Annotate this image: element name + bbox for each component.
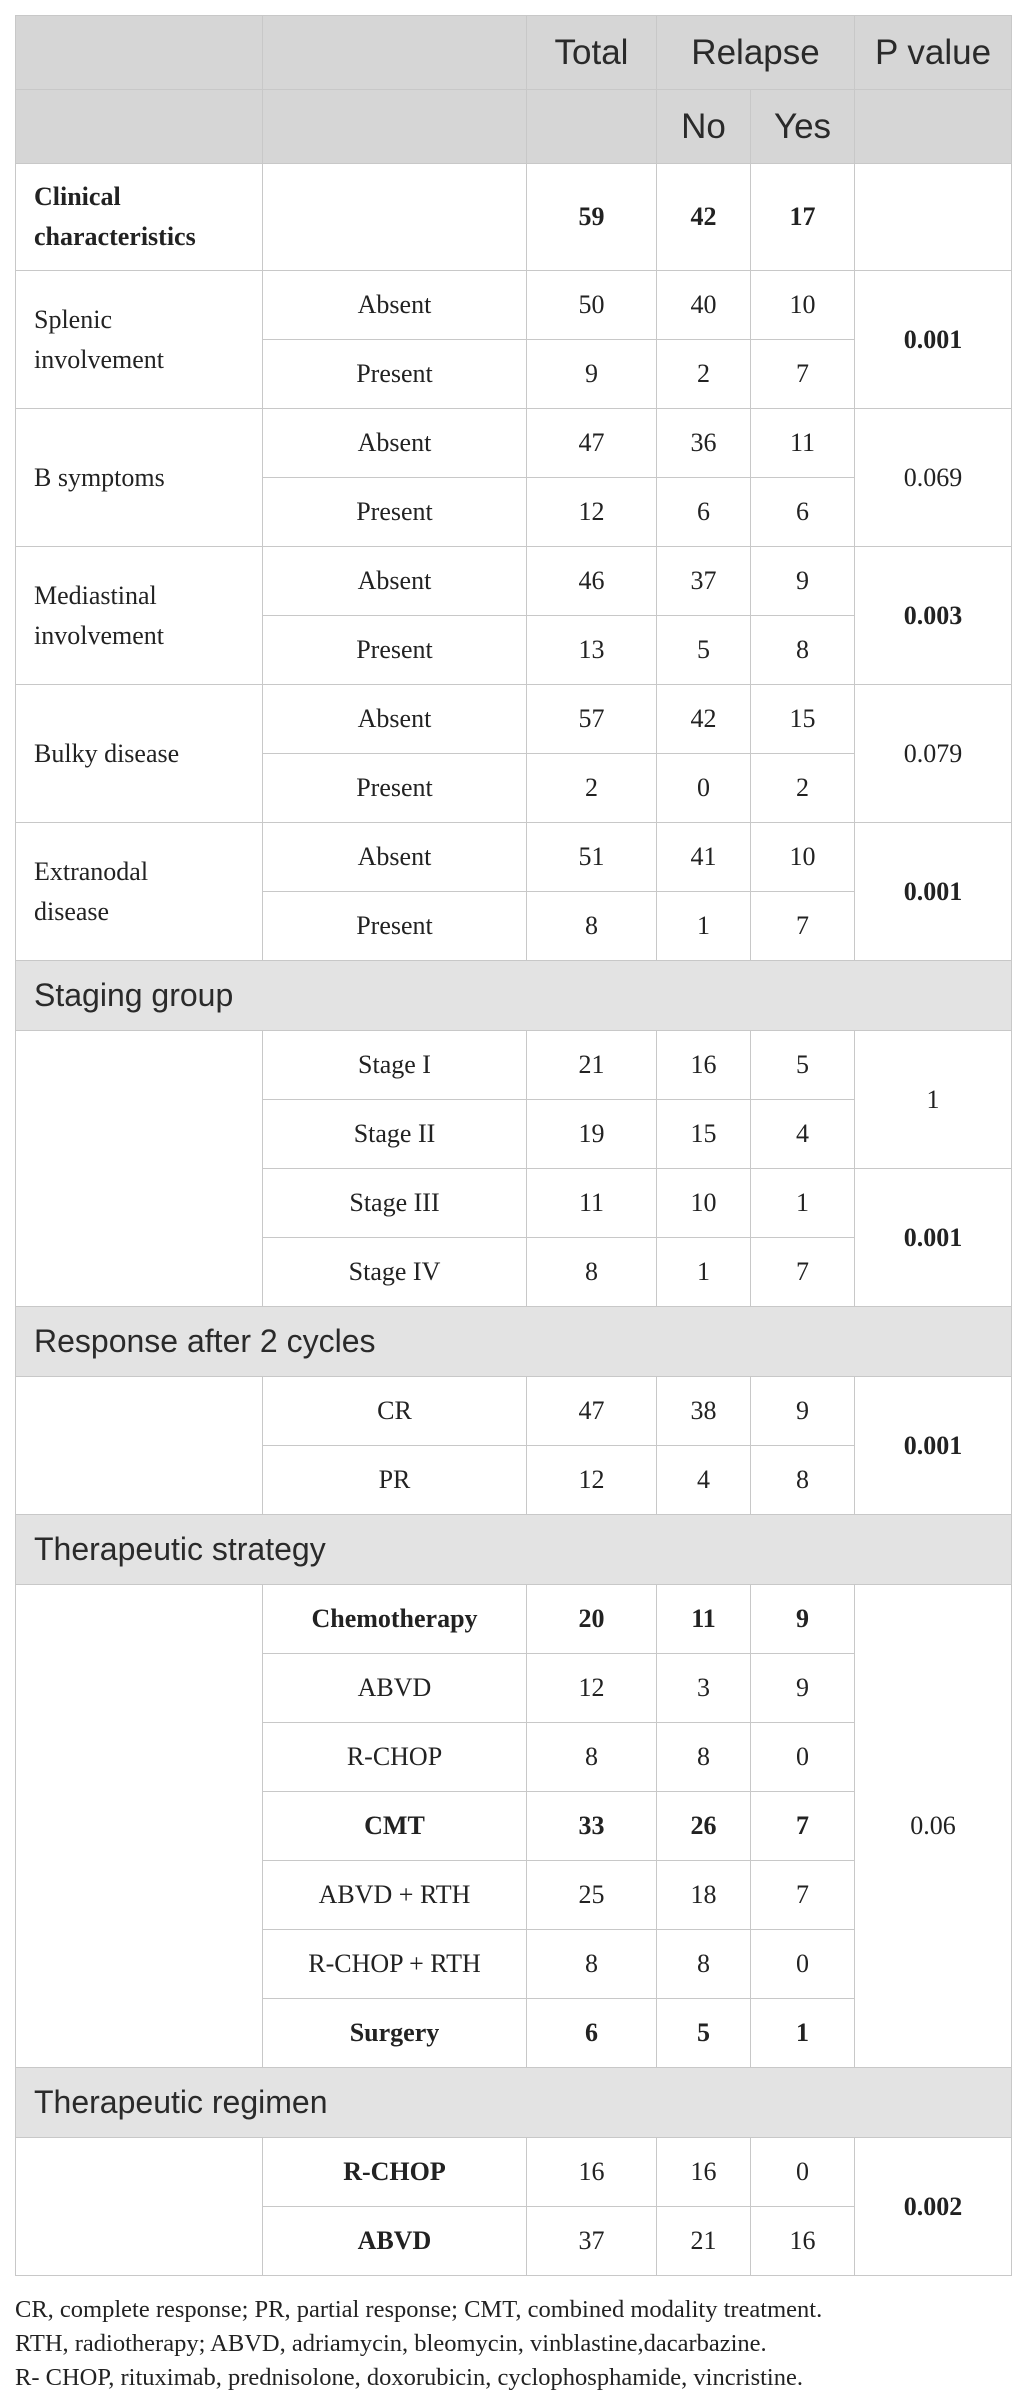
row-no: 8: [657, 1723, 751, 1792]
header-relapse: Relapse: [657, 16, 855, 90]
row-total: 9: [527, 340, 657, 409]
row-no: 4: [657, 1446, 751, 1515]
row-yes: 7: [751, 892, 855, 961]
regimen-p-value: 0.002: [855, 2138, 1012, 2276]
header-empty-5: [527, 90, 657, 164]
strategy-section-row: [16, 1515, 1012, 1585]
row-no: 36: [657, 409, 751, 478]
row-no: 8: [657, 1930, 751, 1999]
row-sub: R-CHOP: [263, 1723, 527, 1792]
row-sub: ABVD + RTH: [263, 1861, 527, 1930]
regimen-section-row: [16, 2068, 1012, 2138]
clinical-row: [16, 164, 1012, 271]
results-table-container: [15, 15, 1011, 2276]
row-total: 25: [527, 1861, 657, 1930]
regimen-label-empty: [16, 2138, 263, 2276]
row-total: 12: [527, 1654, 657, 1723]
row-no: 11: [657, 1585, 751, 1654]
row-sub: Stage I: [263, 1031, 527, 1100]
clinical-total: 59: [527, 164, 657, 271]
header-no: No: [657, 90, 751, 164]
row-yes: 7: [751, 340, 855, 409]
row-yes: 16: [751, 2207, 855, 2276]
row-no: 2: [657, 340, 751, 409]
row-yes: 7: [751, 1792, 855, 1861]
row-no: 41: [657, 823, 751, 892]
strategy-label-empty: [16, 1585, 263, 2068]
table-row: [16, 685, 1012, 754]
row-total: 50: [527, 271, 657, 340]
clinical-p-empty: [855, 164, 1012, 271]
clinical-empty: [263, 164, 527, 271]
table-footnotes: [15, 2293, 1015, 2395]
row-total: 8: [527, 1930, 657, 1999]
row-sub: Present: [263, 754, 527, 823]
row-sub: Absent: [263, 409, 527, 478]
row-sub: Stage IV: [263, 1238, 527, 1307]
row-sub: Present: [263, 340, 527, 409]
row-sub: ABVD: [263, 1654, 527, 1723]
row-sub: CR: [263, 1377, 527, 1446]
row-no: 40: [657, 271, 751, 340]
table-row: [16, 823, 1012, 892]
regimen-section-title: Therapeutic regimen: [16, 2068, 1012, 2138]
row-yes: 4: [751, 1100, 855, 1169]
table-row: [16, 1031, 1012, 1100]
row-yes: 15: [751, 685, 855, 754]
extranodal-label-line2: disease: [34, 896, 110, 926]
clinical-label: [16, 164, 263, 271]
staging-late-p-value: 0.001: [855, 1169, 1012, 1307]
table-row: [16, 547, 1012, 616]
row-no: 26: [657, 1792, 751, 1861]
row-total: 47: [527, 1377, 657, 1446]
row-sub: Present: [263, 478, 527, 547]
row-total: 19: [527, 1100, 657, 1169]
row-sub: Absent: [263, 547, 527, 616]
b-symptoms-label: B symptoms: [16, 409, 263, 547]
row-total: 46: [527, 547, 657, 616]
row-no: 5: [657, 1999, 751, 2068]
splenic-p-value: 0.001: [855, 271, 1012, 409]
row-yes: 8: [751, 1446, 855, 1515]
row-sub: CMT: [263, 1792, 527, 1861]
row-no: 21: [657, 2207, 751, 2276]
row-sub: ABVD: [263, 2207, 527, 2276]
response-p-value: 0.001: [855, 1377, 1012, 1515]
table-row: [16, 2138, 1012, 2207]
row-sub: Absent: [263, 685, 527, 754]
row-total: 11: [527, 1169, 657, 1238]
row-no: 3: [657, 1654, 751, 1723]
row-sub: Surgery: [263, 1999, 527, 2068]
row-no: 37: [657, 547, 751, 616]
header-row-2: [16, 90, 1012, 164]
row-yes: 0: [751, 1930, 855, 1999]
table-row: [16, 1377, 1012, 1446]
row-sub: PR: [263, 1446, 527, 1515]
header-empty-6: [855, 90, 1012, 164]
table-row: [16, 271, 1012, 340]
row-no: 38: [657, 1377, 751, 1446]
row-no: 1: [657, 1238, 751, 1307]
row-no: 16: [657, 1031, 751, 1100]
mediastinal-label-line2: involvement: [34, 620, 164, 650]
row-sub: Stage II: [263, 1100, 527, 1169]
staging-section-row: [16, 961, 1012, 1031]
row-yes: 1: [751, 1169, 855, 1238]
row-total: 6: [527, 1999, 657, 2068]
row-no: 42: [657, 685, 751, 754]
row-no: 18: [657, 1861, 751, 1930]
response-label-empty: [16, 1377, 263, 1515]
row-no: 6: [657, 478, 751, 547]
row-yes: 0: [751, 2138, 855, 2207]
header-total: Total: [527, 16, 657, 90]
response-section-row: [16, 1307, 1012, 1377]
response-section-title: Response after 2 cycles: [16, 1307, 1012, 1377]
row-no: 16: [657, 2138, 751, 2207]
row-total: 51: [527, 823, 657, 892]
table-row: [16, 1585, 1012, 1654]
strategy-section-title: Therapeutic strategy: [16, 1515, 1012, 1585]
splenic-label-line2: involvement: [34, 344, 164, 374]
extranodal-label-line1: Extranodal: [34, 856, 149, 886]
row-total: 47: [527, 409, 657, 478]
row-yes: 10: [751, 271, 855, 340]
row-yes: 9: [751, 1654, 855, 1723]
row-total: 37: [527, 2207, 657, 2276]
row-total: 21: [527, 1031, 657, 1100]
row-total: 57: [527, 685, 657, 754]
row-total: 20: [527, 1585, 657, 1654]
row-sub: Absent: [263, 271, 527, 340]
header-row-1: [16, 16, 1012, 90]
row-no: 0: [657, 754, 751, 823]
header-empty-2: [263, 16, 527, 90]
row-yes: 9: [751, 1585, 855, 1654]
mediastinal-p-value: 0.003: [855, 547, 1012, 685]
row-sub: Absent: [263, 823, 527, 892]
row-total: 16: [527, 2138, 657, 2207]
clinical-label-line2: characteristics: [34, 222, 196, 251]
row-no: 5: [657, 616, 751, 685]
staging-label-empty: [16, 1031, 263, 1307]
row-yes: 9: [751, 547, 855, 616]
row-yes: 6: [751, 478, 855, 547]
row-sub: Present: [263, 892, 527, 961]
row-yes: 7: [751, 1238, 855, 1307]
header-empty-3: [16, 90, 263, 164]
row-total: 12: [527, 1446, 657, 1515]
row-yes: 10: [751, 823, 855, 892]
splenic-label-line1: Splenic: [34, 304, 112, 334]
row-total: 2: [527, 754, 657, 823]
row-sub: R-CHOP: [263, 2138, 527, 2207]
bulky-label: Bulky disease: [16, 685, 263, 823]
row-no: 15: [657, 1100, 751, 1169]
row-yes: 8: [751, 616, 855, 685]
row-yes: 9: [751, 1377, 855, 1446]
extranodal-p-value: 0.001: [855, 823, 1012, 961]
b-symptoms-p-value: 0.069: [855, 409, 1012, 547]
extranodal-label: [16, 823, 263, 961]
row-total: 8: [527, 1238, 657, 1307]
row-yes: 2: [751, 754, 855, 823]
mediastinal-label-line1: Mediastinal: [34, 580, 157, 610]
header-yes: Yes: [751, 90, 855, 164]
row-sub: Chemotherapy: [263, 1585, 527, 1654]
clinical-label-line1: Clinical: [34, 182, 121, 211]
row-yes: 11: [751, 409, 855, 478]
splenic-label: [16, 271, 263, 409]
row-sub: Stage III: [263, 1169, 527, 1238]
footnote-line: RTH, radiotherapy; ABVD, adriamycin, bleomycin, vinblastine,dacarbazine.: [15, 2330, 767, 2357]
row-total: 8: [527, 1723, 657, 1792]
row-total: 12: [527, 478, 657, 547]
strategy-p-value: 0.06: [855, 1585, 1012, 2068]
row-total: 33: [527, 1792, 657, 1861]
bulky-p-value: 0.079: [855, 685, 1012, 823]
clinical-yes: 17: [751, 164, 855, 271]
row-total: 8: [527, 892, 657, 961]
footnote-line: R- CHOP, rituximab, prednisolone, doxorubicin, cyclophosphamide, vincristine.: [15, 2364, 803, 2391]
row-yes: 1: [751, 1999, 855, 2068]
table-row: [16, 409, 1012, 478]
row-no: 10: [657, 1169, 751, 1238]
row-sub: Present: [263, 616, 527, 685]
staging-early-p-value: 1: [855, 1031, 1012, 1169]
row-sub: R-CHOP + RTH: [263, 1930, 527, 1999]
staging-section-title: Staging group: [16, 961, 1012, 1031]
row-yes: 0: [751, 1723, 855, 1792]
header-p-value: P value: [855, 16, 1012, 90]
mediastinal-label: [16, 547, 263, 685]
header-empty-1: [16, 16, 263, 90]
row-yes: 7: [751, 1861, 855, 1930]
row-total: 13: [527, 616, 657, 685]
footnote-line: CR, complete response; PR, partial response; CMT, combined modality treatment.: [15, 2296, 823, 2323]
clinical-no: 42: [657, 164, 751, 271]
relapse-table: [15, 15, 1012, 2276]
header-empty-4: [263, 90, 527, 164]
row-yes: 5: [751, 1031, 855, 1100]
row-no: 1: [657, 892, 751, 961]
